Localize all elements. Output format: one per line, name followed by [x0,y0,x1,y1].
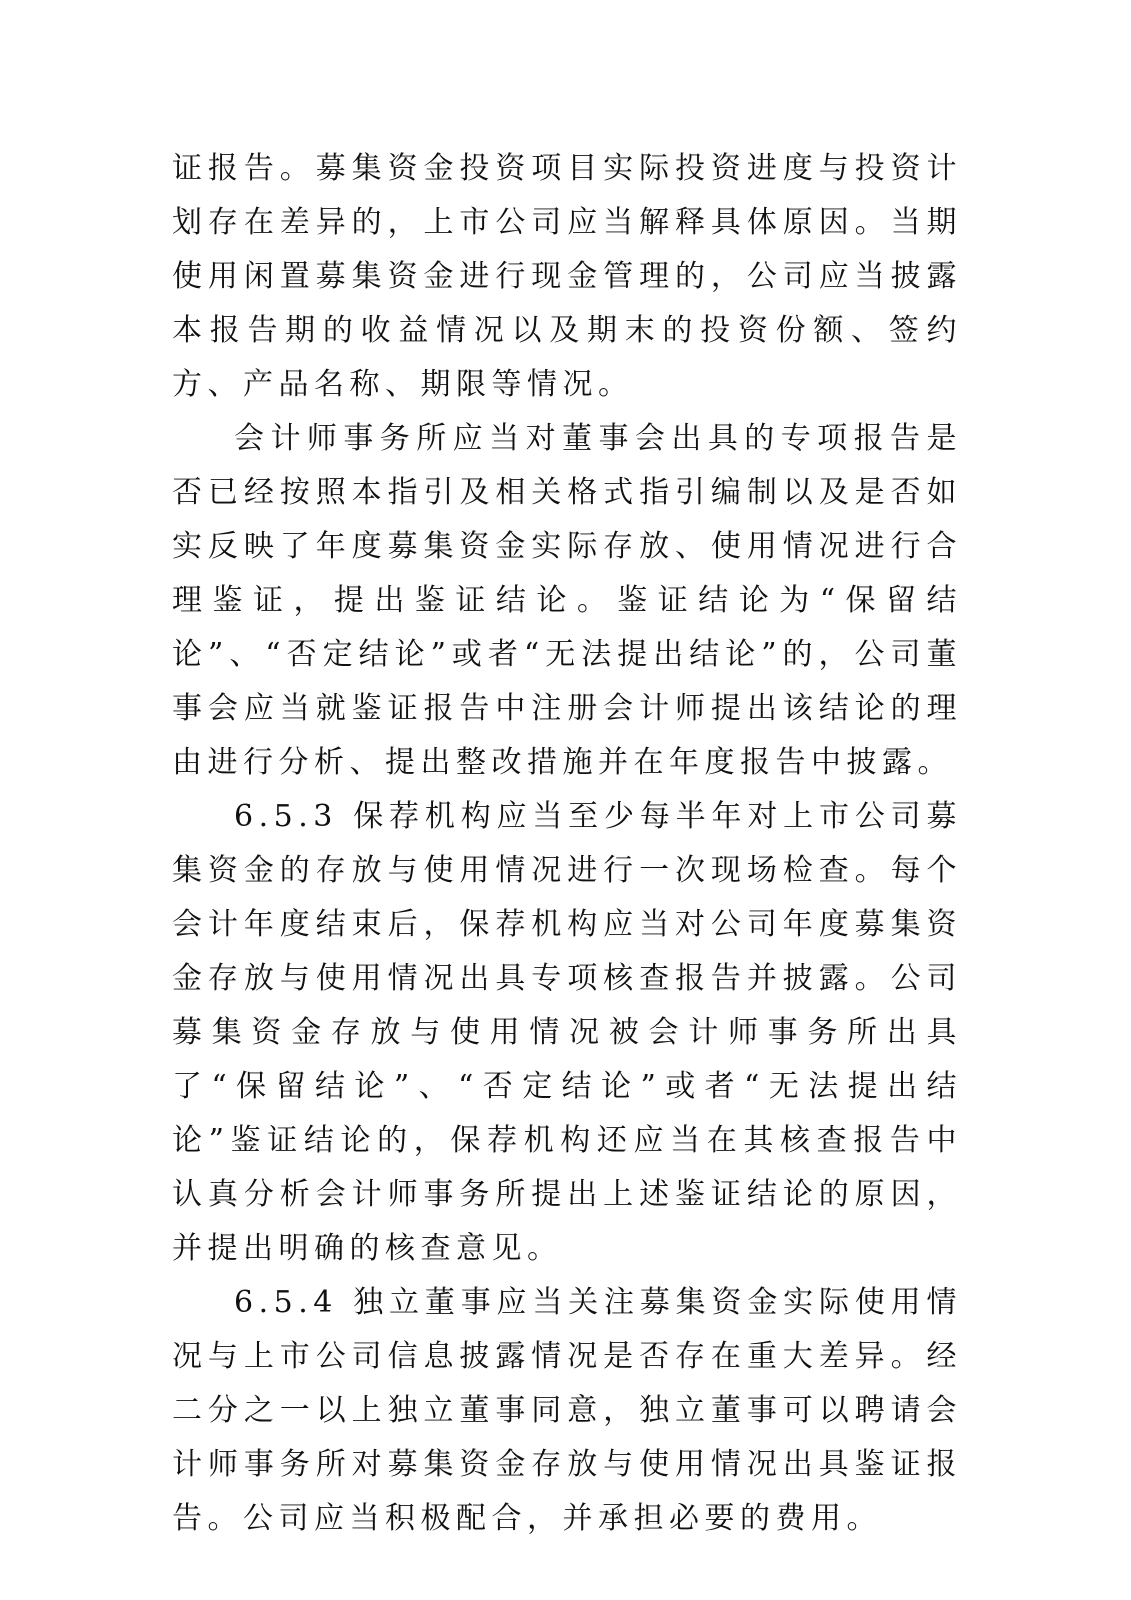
paragraph-6-5-3-sponsor-inspection: 6.5.3 保荐机构应当至少每半年对上市公司募集资金的存放与使用情况进行一次现场检查。每个会计年度结束后，保荐机构应当对公司年度募集资金存放与使用情况出具专项核查报告并披露。公司募集资金存放与使用情况被会计师事务所出具了“保留结论”、“否定结论”或者“无法提出结论”鉴证结论的，保荐机构还应当在其核查报告中认真分析会计师事务所提出上述鉴证结论的原因，并提出明确的核查意见。 [172,799,962,1266]
paragraph-accounting-firm-verification: 会计师事务所应当对董事会出具的专项报告是否已经按照本指引及相关格式指引编制以及是否如实反映了年度募集资金实际存放、使用情况进行合理鉴证，提出鉴证结论。鉴证结论为“保留结论”、“否定结论”或者“无法提出结论”的，公司董事会应当就鉴证报告中注册会计师提出该结论的理由进行分析、提出整改措施并在年度报告中披露。 [172,421,962,780]
document-body [172,142,962,1546]
paragraph-continued-report: 证报告。募集资金投资项目实际投资进度与投资计划存在差异的，上市公司应当解释具体原因。当期使用闲置募集资金进行现金管理的，公司应当披露本报告期的收益情况以及期末的投资份额、签约方、产品名称、期限等情况。 [172,151,962,402]
paragraph-6-5-4-independent-directors: 6.5.4 独立董事应当关注募集资金实际使用情况与上市公司信息披露情况是否存在重大差异。经二分之一以上独立董事同意，独立董事可以聘请会计师事务所对募集资金存放与使用情况出具鉴证报告。公司应当积极配合，并承担必要的费用。 [172,1285,962,1536]
